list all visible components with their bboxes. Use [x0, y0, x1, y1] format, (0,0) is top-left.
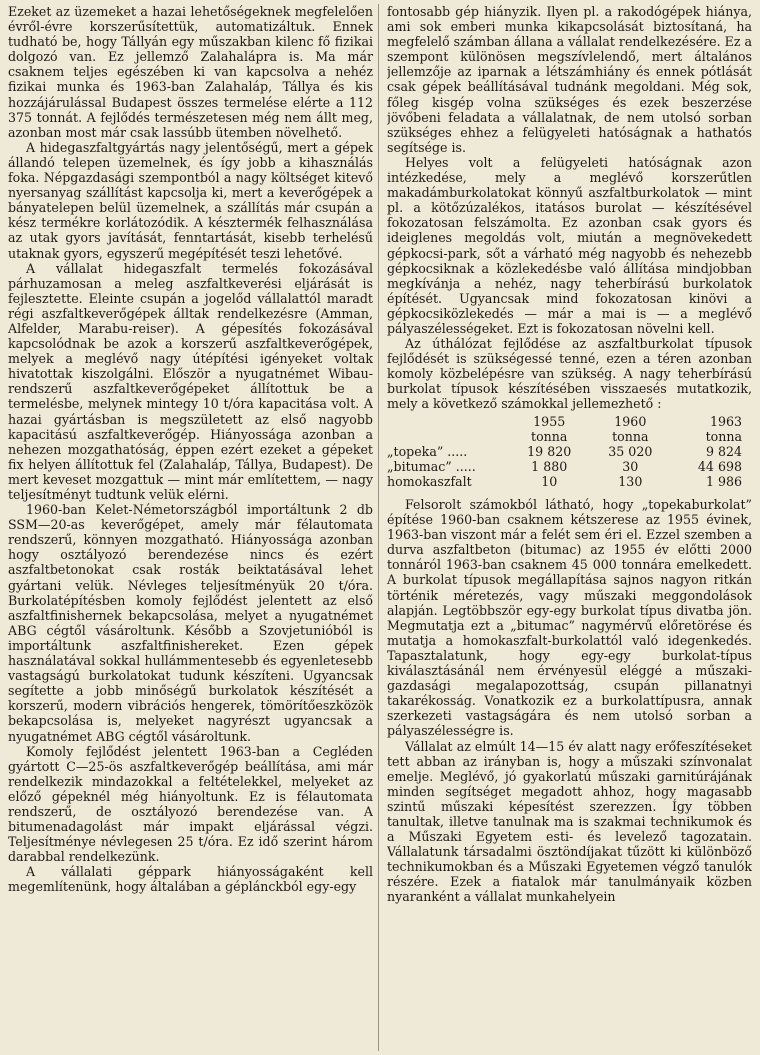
row-label: homokaszfalt — [387, 473, 472, 489]
unit-header: tonna — [705, 428, 742, 444]
row-label: „bitumac” ..... — [387, 458, 476, 474]
year-header: 1960 — [614, 413, 647, 429]
table-cell: 9 824 — [705, 443, 742, 459]
table-cell: 10 — [541, 473, 558, 489]
right-column — [387, 4, 752, 1055]
table-cell: 30 — [622, 458, 639, 474]
row-label: „topeka” ..... — [387, 443, 468, 459]
paragraph: 1960-ban Kelet-Németországból importáltunk 2 db SSM—20-as keverőgépet, amely már félautomata rendszerű, könnyen mozgatható. Hiányossága azonban hogy osztályozó berendezése nincs és ezért aszfaltbetonokat csak rosták beiktatásával lehet gyártani velük. Névleges teljesítményük 20 t/óra. Burkolatépítésben komoly fejlődést jelentett az első aszfaltfinishernek bekapcsolása, melyet a nyugatnémet ABG cégtől vásároltunk. Később a Szovjetunióból is importáltunk aszfaltfinishereket. Ezen gépek használatával sokkal hullámmentesebb és egyenletesebb vastagságú burkolatokat tudunk készíteni. Ugyancsak segítette a jobb minőségű burkolatok készítését a korszerű, modern vibrációs hengerek, tömörítőeszközök bekapcsolása is, melyeket nagyrészt ugyancsak a nyugatnémet ABG cégtől vásároltunk. — [8, 502, 373, 744]
table-row — [387, 459, 752, 474]
table-cell: 1 986 — [705, 473, 742, 489]
year-header: 1955 — [533, 413, 566, 429]
paragraph: fontosabb gép hiányzik. Ilyen pl. a rakodógépek hiánya, ami sok emberi munka kikapcsolását biztosítaná, ha megfelelő számban állana a vállalat rendelkezésére. Ez a szempont különösen megszívlelendő, mert általános jellemzője az iparnak a létszámhiány és ennek pótlását csak gépek beállításával tudnánk megoldani. Még sok, főleg kisgép volna szükséges és ezek beszerzése jövőbeni feladata a vállalatnak, de nem utolsó sorban szükséges ehhez a felügyeleti hatóságnak a hathatós segítsége is. — [387, 4, 752, 155]
paragraph: A hidegaszfaltgyártás nagy jelentőségű, mert a gépek állandó telepen üzemelnek, és így jobb a kihasználás foka. Népgazdasági szempontból a nagy költséget kitevő nyersanyag szállítást kapcsolja ki, mert a keverőgépek a bányatelepen belül üzemelnek, a szállítás már csupán a kész termékre korlátozódik. A késztermék felhasználása az utak gyors javítását, fenntartását, kisebb terhelésű utaknak gyors, egyszerű megépítését teszi lehetővé. — [8, 139, 373, 261]
unit-header: tonna — [531, 428, 568, 444]
unit-header: tonna — [612, 428, 649, 444]
paragraph: Vállalat az elmúlt 14—15 év alatt nagy erőfeszítéseket tett abban az irányban is, hogy a műszaki színvonalat emelje. Meglévő, jó gyakorlatú műszaki garnitúrájának minden segítséget megadott ahhoz, hogy magasabb szintű műszaki képesítést szerezzen. Így többen tanultak, illetve tanulnak ma is szakmai technikumok és a Műszaki Egyetem esti- és levelező tagozatain. Vállalatunk társadalmi ösztöndíjakat tűzött ki különböző technikumokban és a Műszaki Egyetemen végző tanulók részére. Ezek a fiatalok már tanulmányaik közben nyaranként a vállalat munkahelyein — [387, 738, 752, 905]
paragraph: Ezeket az üzemeket a hazai lehetőségeknek megfelelően évről-évre korszerűsítettük, automatizáltuk. Ennek tudható be, hogy Tállyán egy műszakban kilenc fő fizikai dolgozó van. Ez jellemző Zalahalápra is. Ma már csaknem teljes egészében ki van kapcsolva a nehéz fizikai munka és 1963-ban Zalahaláp, Tállya és kis hozzájárulással Budapest összes termelése elérte a 112 375 tonnát. A fejlődés természetesen még nem állt meg, azonban most már csak lassúbb ütemben növelhető. — [8, 4, 373, 140]
table-row — [387, 474, 752, 489]
left-column — [8, 4, 373, 1055]
paragraph: A vállalat hidegaszfalt termelés fokozásával párhuzamosan a meleg aszfaltkeverési eljárását is fejlesztette. Eleinte csupán a jogelőd vállalattól maradt régi aszfaltkeverőgépek álltak rendelkezésre (Amman, Alfelder, Marabu-reiser). A gépesítés fokozásával kapcsolódnak be azok a korszerű aszfaltkeverőgépek, melyek a meglévő nagy útépítési igényeket voltak hivatottak kiszolgálni. Először a nyugatnémet Wibau-rendszerű aszfaltkeverőgépeket állítottuk be a termelésbe, melynek mintegy 10 t/óra kapacitása volt. A hazai gyártásban is megszületett az első nagyobb kapacitású aszfaltkeverőgép. Hiányossága azonban a nehezen mozgathatóság, éppen ezért ezeket a gépeket fix helyen állítottuk fel (Zalahaláp, Tállya, Budapest). De mert keveset mozgattuk — mint már említettem, — nagy teljesítményt tudtunk velük elérni. — [8, 260, 373, 502]
paragraph: Az úthálózat fejlődése az aszfaltburkolat típusok fejlődését is szükségessé tenné, ezen a téren azonban komoly közbelépésre van szükség. A nagy teherbírású burkolat típusok készítésében visszaesés mutatkozik, mely a következő számokkal jellemezhető : — [387, 336, 752, 412]
table-cell: 44 698 — [697, 458, 742, 474]
table-cell: 19 820 — [527, 443, 572, 459]
table-header-years — [387, 414, 752, 429]
column-divider — [378, 4, 379, 1051]
production-table — [387, 414, 752, 489]
year-header: 1963 — [709, 413, 742, 429]
table-cell: 130 — [618, 473, 643, 489]
table-row — [387, 444, 752, 459]
paragraph: Komoly fejlődést jelentett 1963-ban a Cegléden gyártott C—25-ös aszfaltkeverőgép beállítása, ami már rendelkezik mindazokkal a feltételekkel, melyeket az előző gépeknél még hiányoltunk. Ez is félautomata rendszerű, de osztályozó berendezése van. A bitumenadagolást már impakt eljárással végzi. Teljesítménye névlegesen 25 t/óra. Ez idő szerint három darabbal rendelkezünk. — [8, 743, 373, 865]
table-cell: 35 020 — [608, 443, 653, 459]
paragraph: Helyes volt a felügyeleti hatóságnak azon intézkedése, mely a meglévő korszerűtlen makadámburkolatokat könnyű aszfaltburkolatok — mint pl. a kötőzúzalékos, itatásos burolat — készítésével fokozatosan felszámolta. Ez azonban csak gyors és ideiglenes megoldás volt, miután a megnövekedett gépkocsi-park, sőt a várható még nagyobb és nehezebb gépkocsiknak a közlekedésbe való állítása mindjobban megkívánja a nehéz, nagy teherbírású burkolatok építését. Ugyancsak mind fokozatosan kinövi a gépkocsiközlekedés — már a mai is — a meglévő pályaszélességeket. Ezt is fokozatosan növelni kell. — [387, 154, 752, 336]
paragraph: A vállalati géppark hiányosságaként kell megemlítenünk, hogy általában a géplánckból egy-egy — [8, 864, 373, 895]
table-header-units — [387, 429, 752, 444]
paragraph: Felsorolt számokból látható, hogy „topekaburkolat” építése 1960-ban csaknem kétszerese az 1955 évinek, 1963-ban viszont már a felét sem éri el. Ezzel szemben a durva aszfaltbeton (bitumac) az 1955 év előtti 2000 tonnáról 1963-ban csaknem 45 000 tonnára emelkedett. A burkolat típusok megállapítása sajnos nagyon ritkán történik méretezés, vagy műszaki meggondolások alapján. Legtöbbször egy-egy burkolat típus divatba jön. Megmutatja ezt a „bitumac” nagymérvű előretörése és mutatja a homokaszfalt-burkolattól való idegenkedés. Tapasztalatunk, hogy egy-egy burkolat-típus kiválasztásánál nem érvényesül eléggé a műszaki-gazdasági megalapozottság, csupán pillanatnyi takarékosság. Vonatkozik ez a burkolattípusra, annak szerkezeti vastagságára és nem utolsó sorban a pályaszélességre is. — [387, 497, 752, 739]
table-cell: 1 880 — [531, 458, 568, 474]
